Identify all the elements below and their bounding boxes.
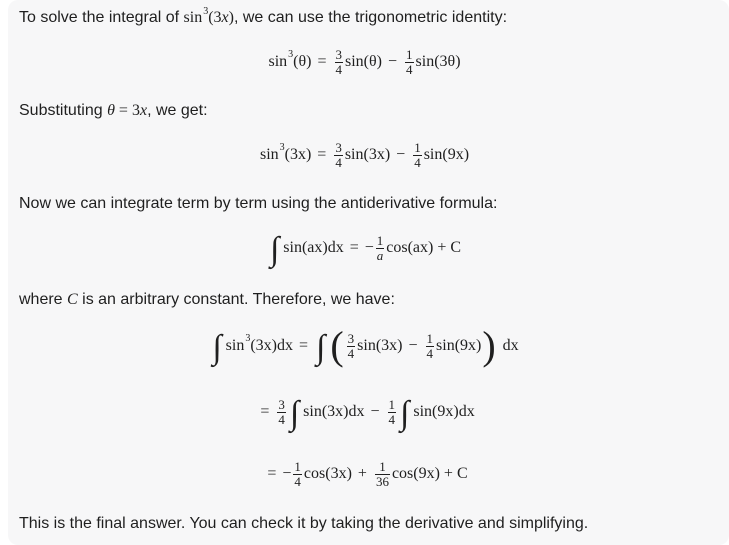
intro-text-after: , we can use the trigonometric identity: <box>233 9 508 26</box>
integral-sign: ∫ <box>316 329 326 366</box>
fraction: $\frac{3}{4}$ <box>347 330 355 361</box>
integration-step-3: = − $\frac{1}{4}$ cos(3x) + $\frac{1}{36}$ cos(9x) + C <box>267 458 468 489</box>
fraction: $\frac{1}{4}$ <box>388 396 396 427</box>
fraction: $\frac{3}{4}$ <box>335 46 342 77</box>
integral-sign: ∫ <box>212 329 222 366</box>
fraction: $\frac{1}{36}$ <box>375 458 389 489</box>
integration-step-2: = $\frac{3}{4}$ ∫ sin(3x)dx − $\frac{1}{4}$ ∫ sin(9x)dx <box>260 395 475 432</box>
identity-equation: sin 3 (θ) = $\frac{3}{4}$ sin(θ) − $\frac{1}{4}$ sin(3θ) <box>268 46 461 77</box>
constant-paragraph: where C is an arbitrary constant. Therefore, we have: <box>19 291 395 308</box>
integral-sign: ∫ <box>269 231 280 268</box>
fraction: $\frac{1}{a}$ <box>376 232 384 263</box>
substitution-paragraph: Substituting θ = 3x, we get: <box>19 102 208 119</box>
fraction: $\frac{3}{4}$ <box>335 139 342 170</box>
integral-sign: ∫ <box>289 395 300 432</box>
integration-step-1: ∫ sin 3 (3x)dx = ∫ ( $\frac{3}{4}$ sin(3x) − $\frac{1}{4}$ sin(9x) ) dx <box>212 323 519 368</box>
intro-paragraph <box>19 8 507 30</box>
substituted-equation: sin 3 (3x) = $\frac{3}{4}$ sin(3x) − $\frac{1}{4}$ sin(9x) <box>259 139 470 170</box>
fraction: $\frac{1}{4}$ <box>426 330 434 361</box>
substitution-math: θ = 3x <box>107 102 148 119</box>
fraction: $\frac{1}{4}$ <box>406 46 413 77</box>
fraction: $\frac{1}{4}$ <box>294 458 301 489</box>
final-paragraph: This is the final answer. You can check it by taking the derivative and simplifying. <box>19 515 589 532</box>
fraction: $\frac{3}{4}$ <box>278 396 285 427</box>
antiderivative-paragraph: Now we can integrate term by term using the antiderivative formula: <box>19 195 498 212</box>
intro-math: $\sin^3(3x)$ <box>183 6 234 26</box>
antiderivative-formula: ∫ sin(ax)dx = − $\frac{1}{a}$ cos(ax) + C <box>269 231 462 268</box>
integral-sign: ∫ <box>400 395 410 432</box>
intro-text-before: To solve the integral of <box>19 9 184 26</box>
fraction: $\frac{1}{4}$ <box>414 139 421 170</box>
